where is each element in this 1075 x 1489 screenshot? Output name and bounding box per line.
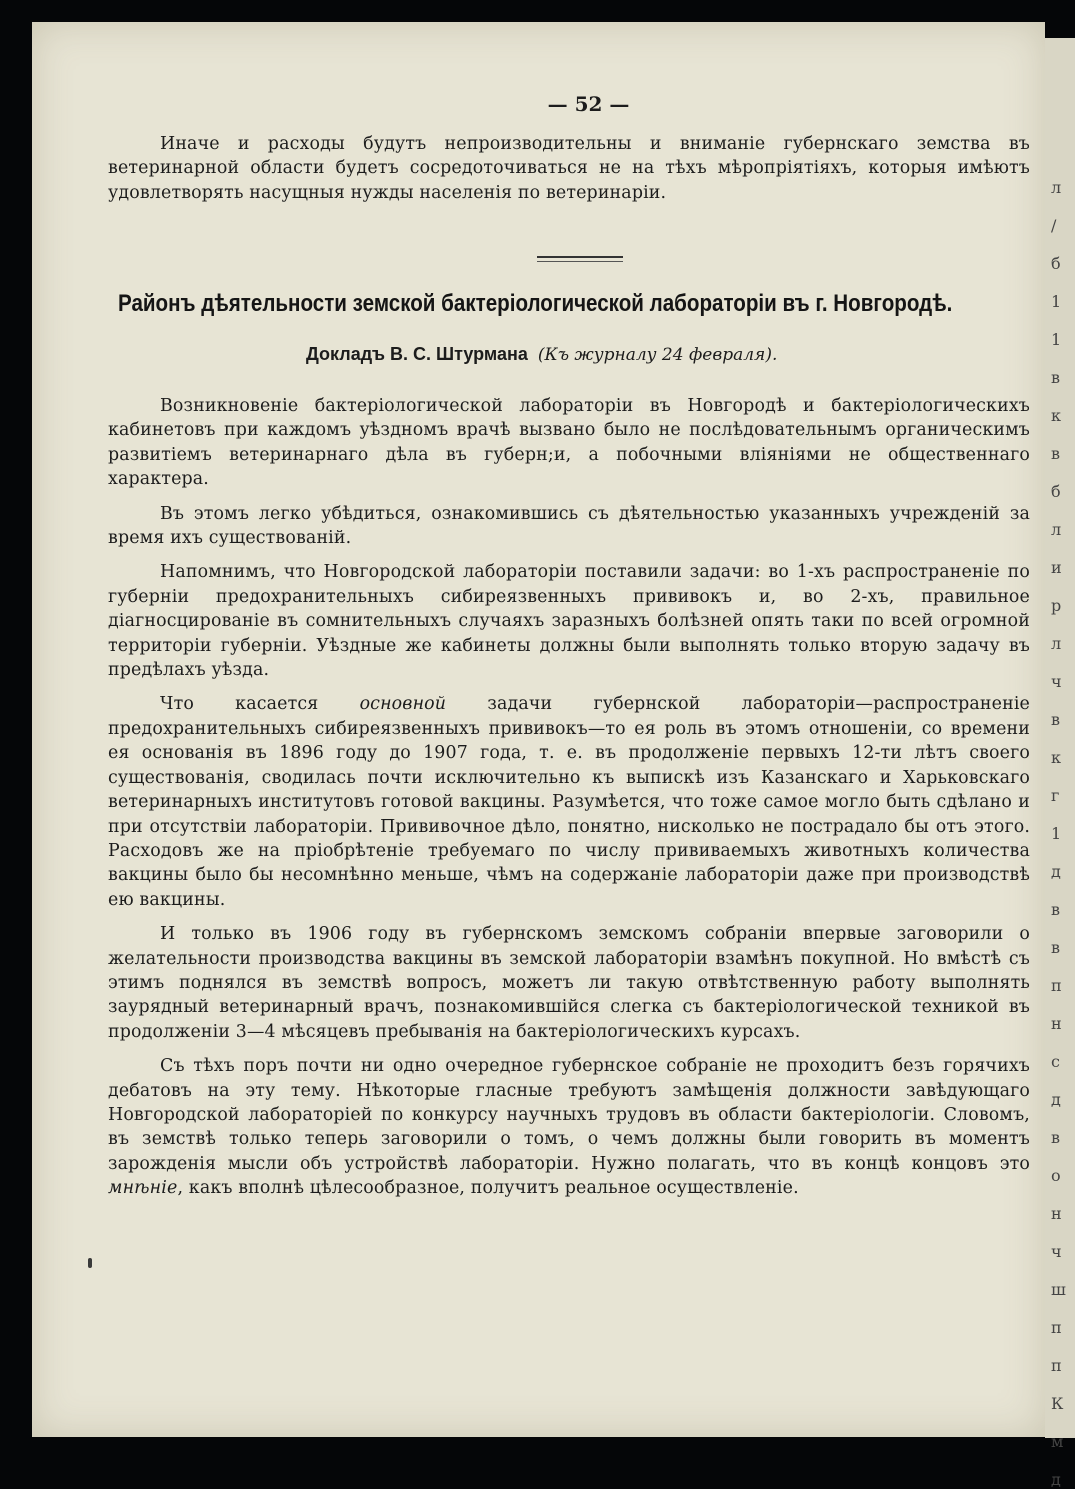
adjacent-margin-glyph: в: [1051, 710, 1061, 729]
paragraph-1: Возникновеніе бактеріологической лабораторіи въ Новгородѣ и бактеріологическихъ кабинетовъ при каждомъ уѣздномъ врачѣ вызвано было не послѣдовательнымъ органическимъ развитіемъ ветеринарнаго дѣла въ губерн;и, а побочными вліяніями не общественнаго характера.: [108, 396, 1030, 490]
adjacent-margin-glyph: р: [1051, 596, 1062, 615]
adjacent-margin-glyph: 1: [1051, 292, 1062, 311]
opening-paragraph: Иначе и расходы будутъ непроизводительны и вниманіе губернскаго земства въ ветеринарной области будетъ сосредоточиваться не на тѣхъ мѣропріятіяхъ, которыя имѣютъ удовлетворять насущныя нужды населенія по ветеринаріи.: [108, 134, 1030, 203]
adjacent-margin-glyph: б: [1051, 482, 1061, 501]
adjacent-margin-glyph: в: [1051, 938, 1061, 957]
book-page: [32, 22, 1045, 1437]
report-author: Докладъ В. С. Штурмана: [306, 344, 528, 364]
paragraph-4: [108, 692, 1030, 912]
paragraph-6: [108, 1054, 1030, 1200]
section-divider: [537, 256, 623, 258]
article-title: Районъ дѣятельности земской бактеріологической лабораторіи въ г. Новгородѣ.: [118, 290, 953, 317]
paragraph-4-start: Что касается: [160, 694, 319, 715]
adjacent-margin-glyph: ч: [1051, 1242, 1062, 1261]
ink-mark: [88, 1258, 92, 1268]
adjacent-margin-glyph: ш: [1051, 1280, 1066, 1299]
opening-paragraph-block: [108, 132, 1030, 205]
adjacent-margin-glyph: д: [1051, 1470, 1061, 1489]
adjacent-margin-glyph: г: [1051, 786, 1060, 805]
page-number: — 52 —: [547, 92, 630, 116]
adjacent-margin-glyph: ч: [1051, 672, 1062, 691]
adjacent-margin-glyph: К: [1051, 1394, 1064, 1413]
adjacent-margin-glyph: б: [1051, 254, 1061, 273]
adjacent-margin-glyph: д: [1051, 1090, 1061, 1109]
paragraph-2: Въ этомъ легко убѣдиться, ознакомившись съ дѣятельностью указанныхъ учрежденій за время ихъ существованій.: [108, 503, 1030, 549]
paragraph-4-rest: задачи губернской лабораторіи—распространеніе предохранительныхъ сибиреязвенныхъ прививокъ—то ея роль въ этомъ отношеніи, со времени ея основанія въ 1896 году до 1907 года, т. е. въ продолженіе первыхъ 12-ти лѣтъ своего существованія, сводилась почти исключительно къ выпискѣ изъ Казанскаго и Харьковскаго ветеринарныхъ институтовъ готовой вакцины. Разумѣется, что тоже самое могло быть сдѣлано и при отсутствіи лабораторіи. Прививочное дѣло, понятно, нисколько не пострадало бы отъ этого. Расходовъ же на пріобрѣтеніе требуемаго по числу прививаемыхъ животныхъ количества вакцины было бы несомнѣнно меньше, чѣмъ на содержаніе лабораторіи даже при производствѣ ею вакцины.: [108, 694, 1030, 910]
adjacent-margin-glyph: в: [1051, 1128, 1061, 1147]
adjacent-margin-glyph: 1: [1051, 824, 1062, 843]
paragraph-6-rest: , какъ вполнѣ цѣлесообразное, получитъ реальное осуществленіе.: [177, 1178, 799, 1199]
adjacent-margin-glyph: 1: [1051, 330, 1062, 349]
paragraph-5: И только въ 1906 году въ губернскомъ земскомъ собраніи впервые заговорили о желательности производства вакцины въ земской лабораторіи взамѣнъ покупной. Но вмѣстѣ съ этимъ поднялся въ земствѣ вопросъ, можетъ ли такую отвѣтственную работу выполнять заурядный ветеринарный врачъ, познакомившійся слегка съ бактеріологической техникой въ продолженіи 3—4 мѣсяцевъ пребыванія на бактеріологическихъ курсахъ.: [108, 924, 1030, 1042]
report-journal-reference: (Къ журналу 24 февраля).: [537, 345, 778, 365]
article-body: [108, 394, 1030, 1201]
adjacent-margin-glyph: л: [1051, 520, 1062, 539]
adjacent-margin-glyph: к: [1051, 406, 1061, 425]
adjacent-page-edge: [1045, 38, 1075, 1489]
report-byline: [306, 344, 926, 365]
adjacent-margin-glyph: и: [1051, 558, 1062, 577]
paragraph-6-emphasis: мнѣніе: [108, 1178, 178, 1199]
adjacent-margin-glyph: в: [1051, 368, 1061, 387]
adjacent-margin-glyph: к: [1051, 748, 1061, 767]
adjacent-margin-glyph: с: [1051, 1052, 1060, 1071]
adjacent-margin-glyph: м: [1051, 1432, 1064, 1451]
section-divider-thin: [537, 261, 623, 262]
adjacent-margin-glyph: л: [1051, 634, 1062, 653]
adjacent-margin-glyph: н: [1051, 1204, 1062, 1223]
adjacent-margin-glyph: л: [1051, 178, 1062, 197]
adjacent-margin-glyph: п: [1051, 1356, 1062, 1375]
adjacent-margin-glyph: о: [1051, 1166, 1061, 1185]
adjacent-margin-glyph: /: [1051, 216, 1057, 235]
adjacent-page-margin-text: [1049, 38, 1073, 1489]
paragraph-4-emphasis: основной: [359, 694, 447, 715]
paragraph-3: Напомнимъ, что Новгородской лабораторіи поставили задачи: во 1-хъ распространеніе по губерніи предохранительныхъ сибиреязвенныхъ прививокъ и, во 2-хъ, правильное діагносцированіе въ сомнительныхъ случаяхъ заразныхъ болѣзней опять таки по всей огромной территоріи губерніи. Уѣздные же кабинеты должны были выполнять только вторую задачу въ предѣлахъ уѣзда.: [108, 562, 1030, 681]
adjacent-margin-glyph: д: [1051, 862, 1061, 881]
paragraph-6-start: Съ тѣхъ поръ почти ни одно очередное губернское собраніе не проходитъ безъ горячихъ дебатовъ на эту тему. Нѣкоторые гласные требуютъ замѣщенія должности завѣдующаго Новгородской лабораторіей по конкурсу научныхъ трудовъ въ области бактеріологіи. Словомъ, въ земствѣ только теперь заговорили о томъ, о чемъ должны были говорить въ моментъ зарожденія мысли объ устройствѣ лабораторіи. Нужно полагать, что въ концѣ концовъ это: [108, 1056, 1030, 1174]
adjacent-margin-glyph: н: [1051, 1014, 1062, 1033]
adjacent-margin-glyph: в: [1051, 900, 1061, 919]
adjacent-margin-glyph: п: [1051, 1318, 1062, 1337]
adjacent-margin-glyph: в: [1051, 444, 1061, 463]
adjacent-margin-glyph: п: [1051, 976, 1062, 995]
